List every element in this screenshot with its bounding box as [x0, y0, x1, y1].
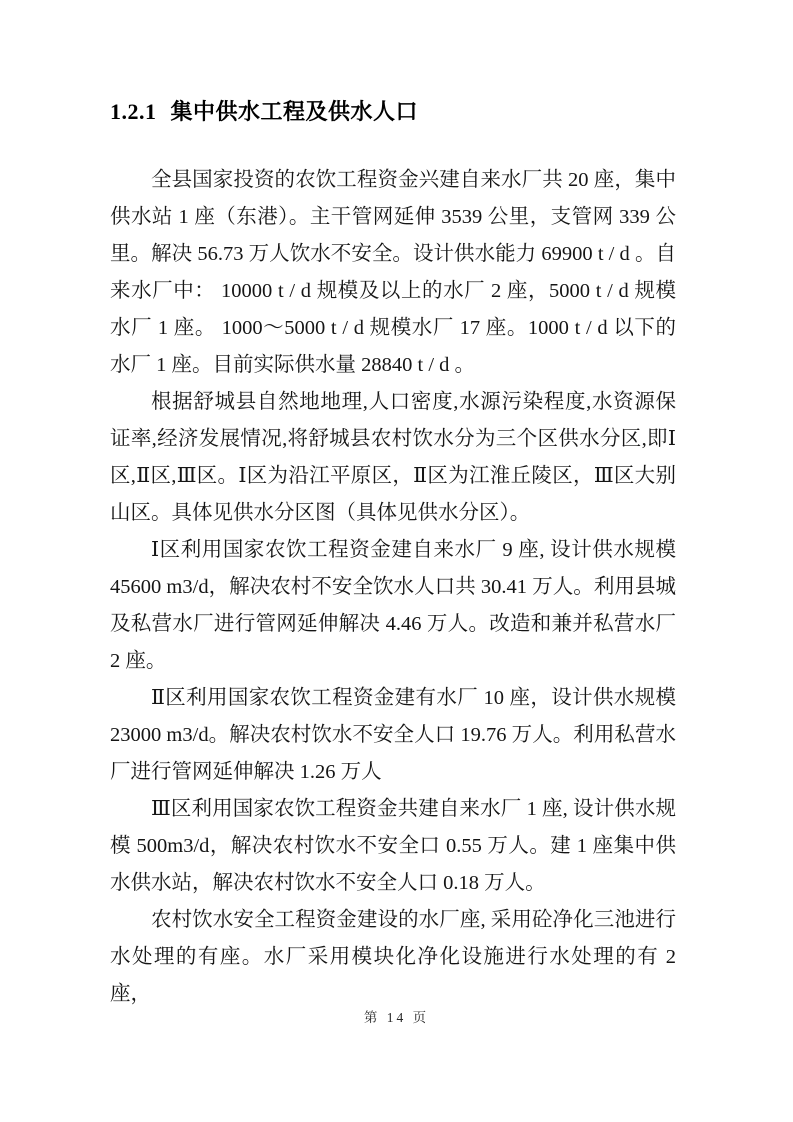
paragraph: 根据舒城县自然地地理,人口密度,水源污染程度,水资源保证率,经济发展情况,将舒城县农村饮水分为三个区供水分区,即Ⅰ区,Ⅱ区,Ⅲ区。Ⅰ区为沿江平原区，Ⅱ区为江淮丘陵区，Ⅲ区大别山区。具体见供水分区图（具体见供水分区）。 [110, 391, 676, 524]
section-title: 集中供水工程及供水人口 [170, 99, 419, 124]
paragraph: Ⅲ区利用国家农饮工程资金共建自来水厂 1 座, 设计供水规模 500m3/d，解决农村饮水不安全口 0.55 万人。建 1 座集中供水供水站，解决农村饮水不安全人口 0.18 万人。 [110, 798, 676, 894]
page-number: 第 14 页 [363, 1010, 430, 1025]
paragraph: Ⅱ区利用国家农饮工程资金建有水厂 10 座，设计供水规模 23000 m3/d。解决农村饮水不安全人口 19.76 万人。利用私营水厂进行管网延伸解决 1.26 万人 [110, 687, 676, 783]
section-heading [110, 97, 676, 126]
section-number: 1.2.1 [110, 99, 157, 124]
paragraph: 农村饮水安全工程资金建设的水厂座, 采用砼净化三池进行水处理的有座。水厂采用模块化净化设施进行水处理的有 2 座， [110, 909, 676, 1005]
page-footer [0, 1006, 793, 1026]
paragraph: 全县国家投资的农饮工程资金兴建自来水厂共 20 座，集中供水站 1 座（东港）。主干管网延伸 3539 公里，支管网 339 公里。解决 56.73 万人饮水不安全。设计供水能力 69900 t / d 。自来水厂中： 10000 t / d 规模及以上的水厂 2 座，5000 t / d 规模水厂 1 座。 1000～5000 t / d 规模水厂 17 座。1000 t / d 以下的水厂 1 座。目前实际供水量 28840 t / d 。 [110, 169, 676, 376]
paragraph: Ⅰ区利用国家农饮工程资金建自来水厂 9 座, 设计供水规模 45600 m3/d，解决农村不安全饮水人口共 30.41 万人。利用县城及私营水厂进行管网延伸解决 4.46 万人。改造和兼并私营水厂 2 座。 [110, 539, 676, 672]
page-content [110, 97, 676, 1013]
